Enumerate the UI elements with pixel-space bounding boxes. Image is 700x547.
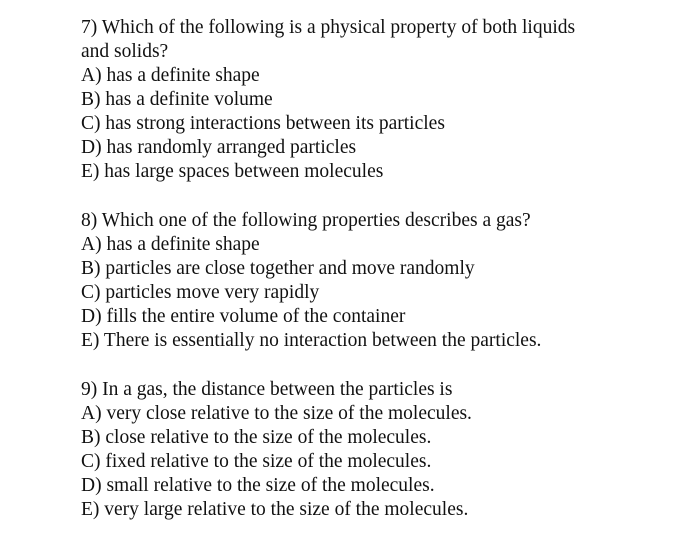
answer-option-d: D) fills the entire volume of the container	[81, 306, 406, 327]
answer-option-a: A) has a definite shape	[81, 65, 260, 86]
question-stem: 9) In a gas, the distance between the particles is	[81, 379, 453, 400]
answer-option-c: C) has strong interactions between its particles	[81, 113, 445, 134]
answer-option-b: B) has a definite volume	[81, 89, 273, 110]
answer-option-b: B) particles are close together and move randomly	[81, 258, 475, 279]
answer-option-c: C) particles move very rapidly	[81, 282, 320, 303]
question-9	[81, 378, 681, 522]
answer-option-b: B) close relative to the size of the molecules.	[81, 427, 432, 448]
question-stem: 8) Which one of the following properties describes a gas?	[81, 210, 531, 231]
answer-option-a: A) very close relative to the size of the molecules.	[81, 403, 472, 424]
question-stem: 7) Which of the following is a physical property of both liquids	[81, 17, 576, 38]
question-sheet	[81, 16, 681, 547]
answer-option-e: E) has large spaces between molecules	[81, 161, 384, 182]
answer-option-d: D) small relative to the size of the molecules.	[81, 475, 435, 496]
answer-option-d: D) has randomly arranged particles	[81, 137, 357, 158]
answer-option-e: E) There is essentially no interaction between the particles.	[81, 330, 542, 351]
answer-option-e: E) very large relative to the size of the molecules.	[81, 499, 469, 520]
question-7	[81, 16, 681, 184]
answer-option-a: A) has a definite shape	[81, 234, 260, 255]
question-8	[81, 209, 681, 353]
question-stem: and solids?	[81, 41, 169, 62]
answer-option-c: C) fixed relative to the size of the molecules.	[81, 451, 432, 472]
